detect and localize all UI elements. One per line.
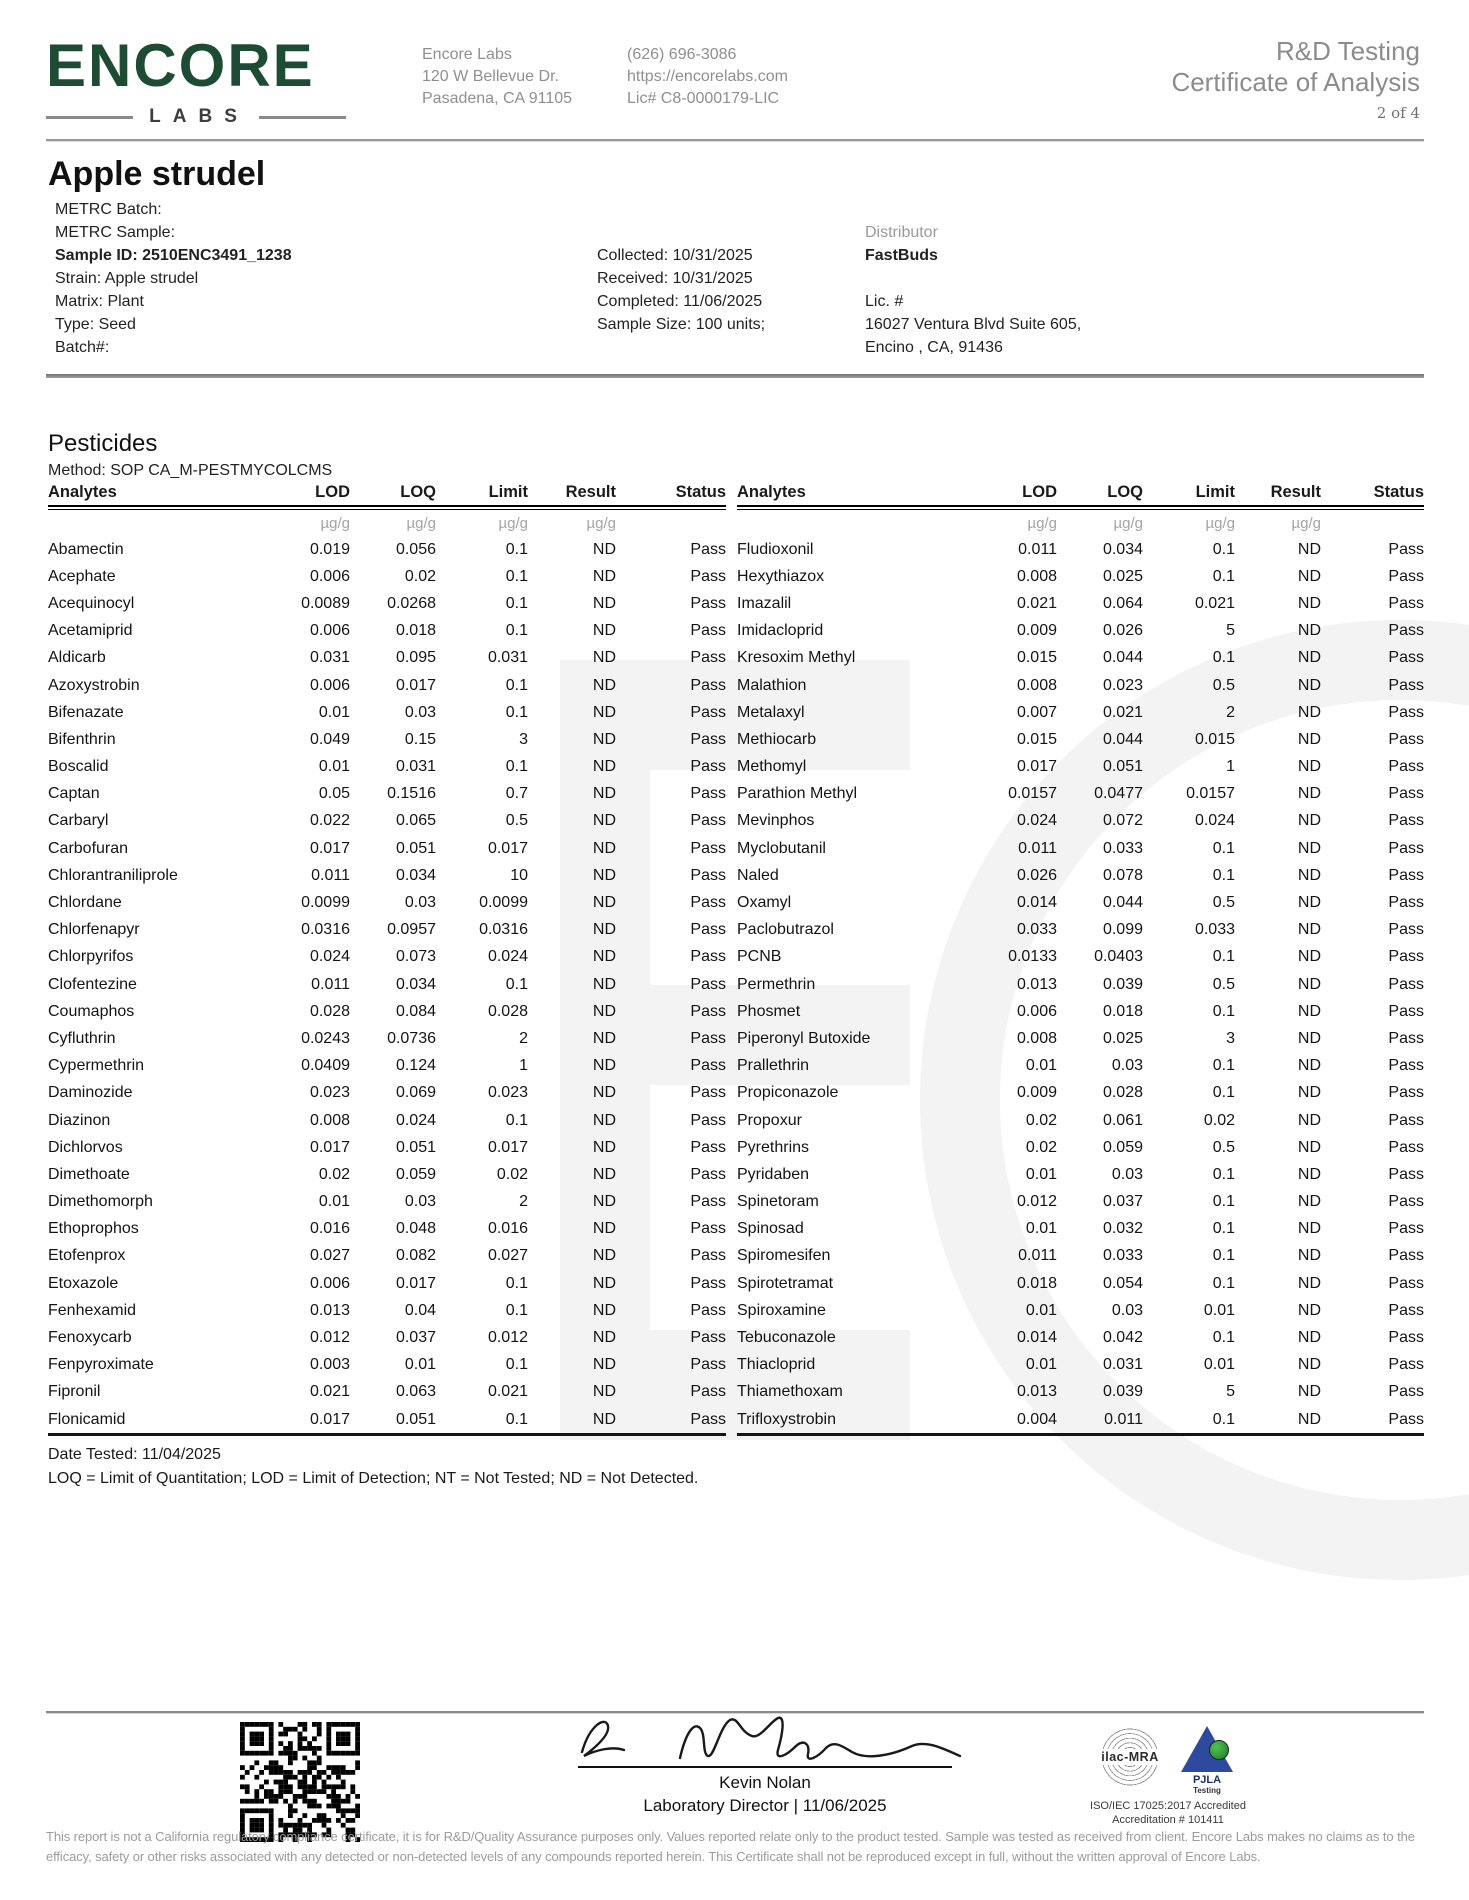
table-row: Methiocarb 0.015 0.044 0.015 ND Pass (737, 730, 1424, 748)
table-row: Carbaryl 0.022 0.065 0.5 ND Pass (48, 812, 726, 830)
table-row: Fenpyroximate 0.003 0.01 0.1 ND Pass (48, 1356, 726, 1374)
section-divider (46, 374, 1424, 378)
table-row: Flonicamid 0.017 0.051 0.1 ND Pass (48, 1410, 726, 1428)
table-row: Coumaphos 0.028 0.084 0.028 ND Pass (48, 1002, 726, 1020)
table-row: Fenoxycarb 0.012 0.037 0.012 ND Pass (48, 1329, 726, 1347)
table-header: Analytes LOD LOQ Limit Result Status (737, 483, 1424, 507)
table-row: Chlorpyrifos 0.024 0.073 0.024 ND Pass (48, 948, 726, 966)
table-row: Prallethrin 0.01 0.03 0.1 ND Pass (737, 1057, 1424, 1075)
table-row: Permethrin 0.013 0.039 0.5 ND Pass (737, 975, 1424, 993)
table-row: Carbofuran 0.017 0.051 0.017 ND Pass (48, 839, 726, 857)
table-row: Propiconazole 0.009 0.028 0.1 ND Pass (737, 1084, 1424, 1102)
sample-matrix: Matrix: Plant (55, 293, 144, 310)
distributor-name: FastBuds (865, 247, 938, 264)
pesticides-table-right (737, 483, 1424, 1436)
table-row: Ethoprophos 0.016 0.048 0.016 ND Pass (48, 1220, 726, 1238)
table-row: Phosmet 0.006 0.018 0.1 ND Pass (737, 1002, 1424, 1020)
table-row: Thiacloprid 0.01 0.031 0.01 ND Pass (737, 1356, 1424, 1374)
table-row: Etoxazole 0.006 0.017 0.1 ND Pass (48, 1274, 726, 1292)
table-row: Acequinocyl 0.0089 0.0268 0.1 ND Pass (48, 594, 726, 612)
table-row: Dimethoate 0.02 0.059 0.02 ND Pass (48, 1165, 726, 1183)
signature-icon (560, 1708, 970, 1766)
encore-labs-logo (46, 32, 346, 128)
sample-info-column (55, 198, 292, 359)
signer-title: Laboratory Director | 11/06/2025 (643, 1796, 887, 1815)
lab-address-line1: 120 W Bellevue Dr. (422, 68, 559, 85)
report-title: Certificate of Analysis (1171, 67, 1420, 97)
table-row: Thiamethoxam 0.013 0.039 5 ND Pass (737, 1383, 1424, 1401)
sample-dates-column (597, 244, 765, 336)
table-row: Chlorantraniliprole 0.011 0.034 10 ND Pass (48, 866, 726, 884)
table-row: Etofenprox 0.027 0.082 0.027 ND Pass (48, 1247, 726, 1265)
table-row: Clofentezine 0.011 0.034 0.1 ND Pass (48, 975, 726, 993)
disclaimer-text: This report is not a California regulatory compliance certificate, it is for R&D/Quality Assurance purposes only. Values reported relate only to the product tested. Sample was tested as received from client. Encore Labs makes no claims as to the efficacy, safety or other risks associated with any detected or non-detected levels of any compounds reported herein. This Certificate shall not be reproduced except in full, without the written approval of Encore Labs. (46, 1829, 1415, 1864)
table-row: Methomyl 0.017 0.051 1 ND Pass (737, 758, 1424, 776)
table-row: Abamectin 0.019 0.056 0.1 ND Pass (48, 540, 726, 558)
sample-size: Sample Size: 100 units; (597, 316, 766, 333)
date-completed: Completed: 11/06/2025 (597, 293, 763, 310)
lab-name: Encore Labs (422, 46, 512, 63)
lab-contact-block (627, 44, 788, 110)
table-row: Azoxystrobin 0.006 0.017 0.1 ND Pass (48, 676, 726, 694)
section-method: Method: SOP CA_M-PESTMYCOLCMS (48, 462, 333, 479)
signature-rule (578, 1766, 952, 1768)
signature-block (560, 1708, 970, 1816)
table-row: Aldicarb 0.031 0.095 0.031 ND Pass (48, 649, 726, 667)
logo-sub-label: LABS (149, 106, 249, 127)
table-row: Malathion 0.008 0.023 0.5 ND Pass (737, 676, 1424, 694)
units-row: µg/g µg/g µg/g µg/g (320, 514, 616, 532)
lab-website-link[interactable]: https://encorelabs.com (627, 68, 788, 85)
table-row: Hexythiazox 0.008 0.025 0.1 ND Pass (737, 567, 1424, 585)
lab-address-line2: Pasadena, CA 91105 (422, 90, 573, 107)
table-row: Paclobutrazol 0.033 0.099 0.033 ND Pass (737, 921, 1424, 939)
table-row: Chlordane 0.0099 0.03 0.0099 ND Pass (48, 894, 726, 912)
table-row: Metalaxyl 0.007 0.021 2 ND Pass (737, 703, 1424, 721)
report-type: R&D Testing (1275, 36, 1420, 66)
pjla-logo-icon: PJLA Testing (1176, 1726, 1238, 1795)
table-row: Fludioxonil 0.011 0.034 0.1 ND Pass (737, 540, 1424, 558)
lab-license: Lic# C8-0000179-LIC (627, 90, 780, 107)
accreditation-block (1068, 1726, 1268, 1827)
sample-title: Apple strudel (48, 155, 266, 193)
metrc-sample: METRC Sample: (55, 224, 176, 241)
header-divider (46, 139, 1424, 142)
table-row: Spinetoram 0.012 0.037 0.1 ND Pass (737, 1193, 1424, 1211)
table-row: Mevinphos 0.024 0.072 0.024 ND Pass (737, 812, 1424, 830)
logo-rule-left (46, 116, 133, 119)
table-row: PCNB 0.0133 0.0403 0.1 ND Pass (737, 948, 1424, 966)
logo-rule-right (259, 116, 346, 119)
table-row: Propoxur 0.02 0.061 0.02 ND Pass (737, 1111, 1424, 1129)
table-row: Pyridaben 0.01 0.03 0.1 ND Pass (737, 1165, 1424, 1183)
accreditation-text: ISO/IEC 17025:2017 Accredited Accreditation # 101411 (1090, 1800, 1246, 1826)
table-row: Trifloxystrobin 0.004 0.011 0.1 ND Pass (737, 1410, 1424, 1428)
table-row: Spinosad 0.01 0.032 0.1 ND Pass (737, 1220, 1424, 1238)
table-header: Analytes LOD LOQ Limit Result Status (48, 483, 726, 507)
logo-wordmark: ENCORE (46, 32, 315, 99)
table-row: Dimethomorph 0.01 0.03 2 ND Pass (48, 1193, 726, 1211)
table-row: Imazalil 0.021 0.064 0.021 ND Pass (737, 594, 1424, 612)
table-row: Fipronil 0.021 0.063 0.021 ND Pass (48, 1383, 726, 1401)
table-row: Bifenthrin 0.049 0.15 3 ND Pass (48, 730, 726, 748)
table-row: Pyrethrins 0.02 0.059 0.5 ND Pass (737, 1138, 1424, 1156)
table-row: Oxamyl 0.014 0.044 0.5 ND Pass (737, 894, 1424, 912)
table-row: Diazinon 0.008 0.024 0.1 ND Pass (48, 1111, 726, 1129)
table-row: Chlorfenapyr 0.0316 0.0957 0.0316 ND Pass (48, 921, 726, 939)
distributor-address1: 16027 Ventura Blvd Suite 605, (865, 316, 1082, 333)
distributor-block (865, 221, 1081, 359)
table-row: Naled 0.026 0.078 0.1 ND Pass (737, 866, 1424, 884)
table-row: Bifenazate 0.01 0.03 0.1 ND Pass (48, 703, 726, 721)
table-row: Myclobutanil 0.011 0.033 0.1 ND Pass (737, 839, 1424, 857)
table-row: Tebuconazole 0.014 0.042 0.1 ND Pass (737, 1329, 1424, 1347)
table-row: Kresoxim Methyl 0.015 0.044 0.1 ND Pass (737, 649, 1424, 667)
page-indicator: 2 of 4 (1376, 104, 1420, 122)
sample-batch: Batch#: (55, 339, 110, 356)
ilac-mra-seal-icon (1098, 1726, 1162, 1788)
units-row: µg/g µg/g µg/g µg/g (1027, 514, 1321, 532)
table-row: Cyfluthrin 0.0243 0.0736 2 ND Pass (48, 1029, 726, 1047)
table-row: Boscalid 0.01 0.031 0.1 ND Pass (48, 758, 726, 776)
table-row: Parathion Methyl 0.0157 0.0477 0.0157 ND Pass (737, 785, 1424, 803)
table-row: Captan 0.05 0.1516 0.7 ND Pass (48, 785, 726, 803)
section-title: Pesticides (48, 430, 158, 457)
qr-code (240, 1722, 360, 1842)
sample-type: Type: Seed (55, 316, 136, 333)
table-row: Acephate 0.006 0.02 0.1 ND Pass (48, 567, 726, 585)
distributor-license: Lic. # (865, 293, 904, 310)
pjla-atom-icon (1209, 1740, 1229, 1760)
table-row: Acetamiprid 0.006 0.018 0.1 ND Pass (48, 622, 726, 640)
table-row: Cypermethrin 0.0409 0.124 1 ND Pass (48, 1057, 726, 1075)
qr-code-wrap[interactable] (240, 1722, 360, 1842)
sample-id: Sample ID: 2510ENC3491_1238 (55, 247, 292, 264)
table-row: Spirotetramat 0.018 0.054 0.1 ND Pass (737, 1274, 1424, 1292)
date-received: Received: 10/31/2025 (597, 270, 753, 287)
ilac-mra-label: ilac-MRA (1093, 1749, 1167, 1765)
date-tested: Date Tested: 11/04/2025 (48, 1446, 221, 1463)
report-heading (1171, 36, 1420, 122)
table-row: Spiromesifen 0.011 0.033 0.1 ND Pass (737, 1247, 1424, 1265)
distributor-label: Distributor (865, 224, 938, 241)
metrc-batch: METRC Batch: (55, 201, 162, 218)
abbreviation-legend: LOQ = Limit of Quantitation; LOD = Limit of Detection; NT = Not Tested; ND = Not Detected. (48, 1470, 699, 1487)
signer-name: Kevin Nolan (719, 1773, 811, 1792)
table-row: Dichlorvos 0.017 0.051 0.017 ND Pass (48, 1138, 726, 1156)
table-row: Imidacloprid 0.009 0.026 5 ND Pass (737, 622, 1424, 640)
table-row: Fenhexamid 0.013 0.04 0.1 ND Pass (48, 1301, 726, 1319)
date-collected: Collected: 10/31/2025 (597, 247, 753, 264)
lab-phone: (626) 696-3086 (627, 46, 737, 63)
sample-strain: Strain: Apple strudel (55, 270, 199, 287)
pesticides-table-left (48, 483, 726, 1436)
lab-address-block (422, 44, 572, 110)
table-row: Daminozide 0.023 0.069 0.023 ND Pass (48, 1084, 726, 1102)
distributor-address2: Encino , CA, 91436 (865, 339, 1003, 356)
table-row: Piperonyl Butoxide 0.008 0.025 3 ND Pass (737, 1029, 1424, 1047)
table-row: Spiroxamine 0.01 0.03 0.01 ND Pass (737, 1301, 1424, 1319)
